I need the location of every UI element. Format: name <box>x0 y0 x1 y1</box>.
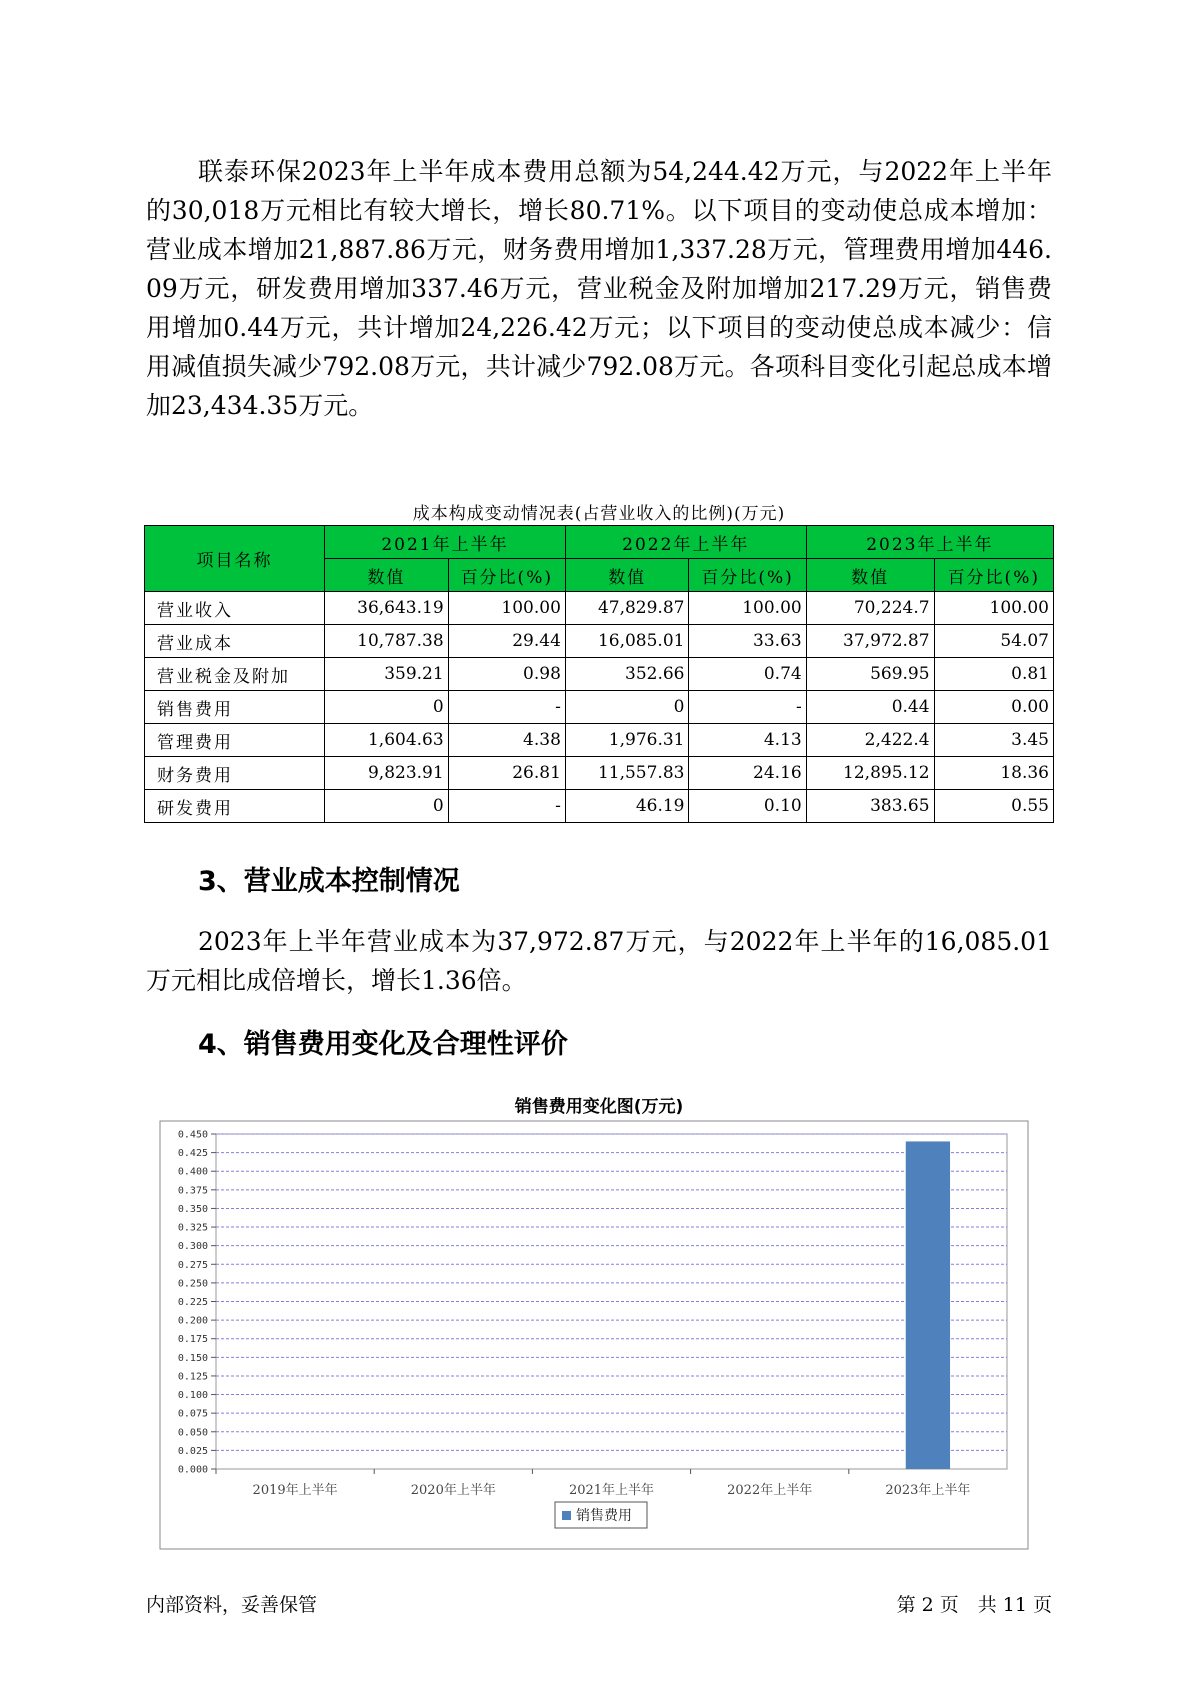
row-label: 管理费用 <box>145 724 325 757</box>
percent-header: 百分比(%) <box>934 559 1053 592</box>
percent-cell: - <box>689 691 806 724</box>
percent-cell: 33.63 <box>689 625 806 658</box>
y-tick-label: 0.350 <box>177 1203 208 1215</box>
footer-page-number: 第 2 页 共 11 页 <box>896 1594 1052 1616</box>
y-tick-label: 0.100 <box>177 1390 208 1402</box>
table-row <box>145 592 1054 625</box>
sales-expense-bar-chart <box>159 1120 1029 1550</box>
value-cell: 9,823.91 <box>325 757 449 790</box>
percent-cell: 0.55 <box>934 790 1053 823</box>
value-cell: 70,224.7 <box>806 592 934 625</box>
section-heading-4: 4、销售费用变化及合理性评价 <box>198 1029 568 1060</box>
section-heading-3: 3、营业成本控制情况 <box>198 866 460 897</box>
period-header: 2022年上半年 <box>565 526 806 559</box>
table-row <box>145 724 1054 757</box>
percent-cell: 0.81 <box>934 658 1053 691</box>
percent-cell: 4.38 <box>448 724 565 757</box>
row-label: 研发费用 <box>145 790 325 823</box>
row-label: 营业收入 <box>145 592 325 625</box>
y-tick-label: 0.225 <box>177 1297 208 1308</box>
y-tick-label: 0.050 <box>177 1427 208 1439</box>
value-cell: 11,557.83 <box>565 757 689 790</box>
table-row <box>145 790 1054 823</box>
x-tick-label: 2021年上半年 <box>568 1483 655 1498</box>
percent-header: 百分比(%) <box>448 559 565 592</box>
value-cell: 359.21 <box>325 658 449 691</box>
y-tick-label: 0.150 <box>177 1352 208 1364</box>
row-label: 营业成本 <box>145 625 325 658</box>
value-cell: 16,085.01 <box>565 625 689 658</box>
value-cell: 46.19 <box>565 790 689 823</box>
y-tick-label: 0.400 <box>177 1166 208 1178</box>
x-tick-label: 2019年上半年 <box>252 1483 338 1498</box>
value-header: 数值 <box>806 559 934 592</box>
period-header: 2023年上半年 <box>806 526 1053 559</box>
y-tick-label: 0.450 <box>177 1129 208 1141</box>
value-cell: 569.95 <box>806 658 934 691</box>
value-cell: 383.65 <box>806 790 934 823</box>
value-cell: 0 <box>325 691 449 724</box>
value-cell: 37,972.87 <box>806 625 934 658</box>
bar <box>906 1141 950 1469</box>
table-header-row <box>145 526 1054 559</box>
y-tick-label: 0.425 <box>177 1148 208 1160</box>
footer-confidential-note: 内部资料，妥善保管 <box>146 1594 318 1616</box>
value-header: 数值 <box>325 559 449 592</box>
y-tick-label: 0.250 <box>177 1278 208 1290</box>
percent-header: 百分比(%) <box>689 559 806 592</box>
percent-cell: 100.00 <box>934 592 1053 625</box>
y-tick-label: 0.300 <box>177 1241 208 1253</box>
percent-cell: 24.16 <box>689 757 806 790</box>
value-cell: 36,643.19 <box>325 592 449 625</box>
table-row <box>145 658 1054 691</box>
y-tick-label: 0.125 <box>177 1371 208 1383</box>
intro-paragraph: 联泰环保2023年上半年成本费用总额为54,244.42万元，与2022年上半年的30,018万元相比有较大增长，增长80.71%。以下项目的变动使总成本增加：营业成本增加21,887.86万元，财务费用增加1,337.28万元，管理费用增加446.09万元，研发费用增加337.46万元，营业税金及附加增加217.29万元，销售费用增加0.44万元，共计增加24,226.42万元；以下项目的变动使总成本减少：信用减值损失减少792.08万元，共计减少792.08万元。各项科目变化引起总成本增加23,434.35万元。 <box>146 157 1052 420</box>
cost-structure-table <box>144 525 1054 823</box>
percent-cell: - <box>448 790 565 823</box>
legend-swatch <box>562 1511 571 1520</box>
value-header: 数值 <box>565 559 689 592</box>
value-cell: 0.44 <box>806 691 934 724</box>
percent-cell: 29.44 <box>448 625 565 658</box>
y-tick-label: 0.200 <box>177 1315 208 1327</box>
y-tick-label: 0.175 <box>177 1334 208 1346</box>
value-cell: 2,422.4 <box>806 724 934 757</box>
y-tick-label: 0.025 <box>177 1445 208 1457</box>
percent-cell: - <box>448 691 565 724</box>
row-label: 财务费用 <box>145 757 325 790</box>
percent-cell: 18.36 <box>934 757 1053 790</box>
operating-cost-paragraph: 2023年上半年营业成本为37,972.87万元，与2022年上半年的16,085.01万元相比成倍增长，增长1.36倍。 <box>146 927 1052 995</box>
table-row <box>145 625 1054 658</box>
y-tick-label: 0.075 <box>177 1408 208 1420</box>
percent-cell: 54.07 <box>934 625 1053 658</box>
item-name-header: 项目名称 <box>145 526 325 592</box>
percent-cell: 0.98 <box>448 658 565 691</box>
chart-title: 销售费用变化图(万元) <box>514 1097 684 1117</box>
x-tick-label: 2023年上半年 <box>885 1483 971 1498</box>
table-body <box>145 592 1054 823</box>
y-tick-label: 0.000 <box>177 1464 208 1476</box>
percent-cell: 0.00 <box>934 691 1053 724</box>
percent-cell: 100.00 <box>689 592 806 625</box>
value-cell: 47,829.87 <box>565 592 689 625</box>
value-cell: 0 <box>325 790 449 823</box>
table-row <box>145 691 1054 724</box>
percent-cell: 3.45 <box>934 724 1053 757</box>
value-cell: 10,787.38 <box>325 625 449 658</box>
table-caption: 成本构成变动情况表(占营业收入的比例)(万元) <box>412 504 786 524</box>
percent-cell: 26.81 <box>448 757 565 790</box>
y-tick-label: 0.325 <box>177 1222 208 1234</box>
row-label: 营业税金及附加 <box>145 658 325 691</box>
value-cell: 0 <box>565 691 689 724</box>
value-cell: 1,604.63 <box>325 724 449 757</box>
x-tick-label: 2022年上半年 <box>727 1483 813 1498</box>
percent-cell: 0.74 <box>689 658 806 691</box>
percent-cell: 100.00 <box>448 592 565 625</box>
x-tick-label: 2020年上半年 <box>410 1483 496 1498</box>
value-cell: 12,895.12 <box>806 757 934 790</box>
legend-label: 销售费用 <box>576 1508 632 1524</box>
percent-cell: 0.10 <box>689 790 806 823</box>
y-tick-label: 0.375 <box>177 1185 208 1197</box>
period-header: 2021年上半年 <box>325 526 566 559</box>
table-row <box>145 757 1054 790</box>
value-cell: 1,976.31 <box>565 724 689 757</box>
value-cell: 352.66 <box>565 658 689 691</box>
percent-cell: 4.13 <box>689 724 806 757</box>
row-label: 销售费用 <box>145 691 325 724</box>
y-tick-label: 0.275 <box>177 1259 208 1271</box>
